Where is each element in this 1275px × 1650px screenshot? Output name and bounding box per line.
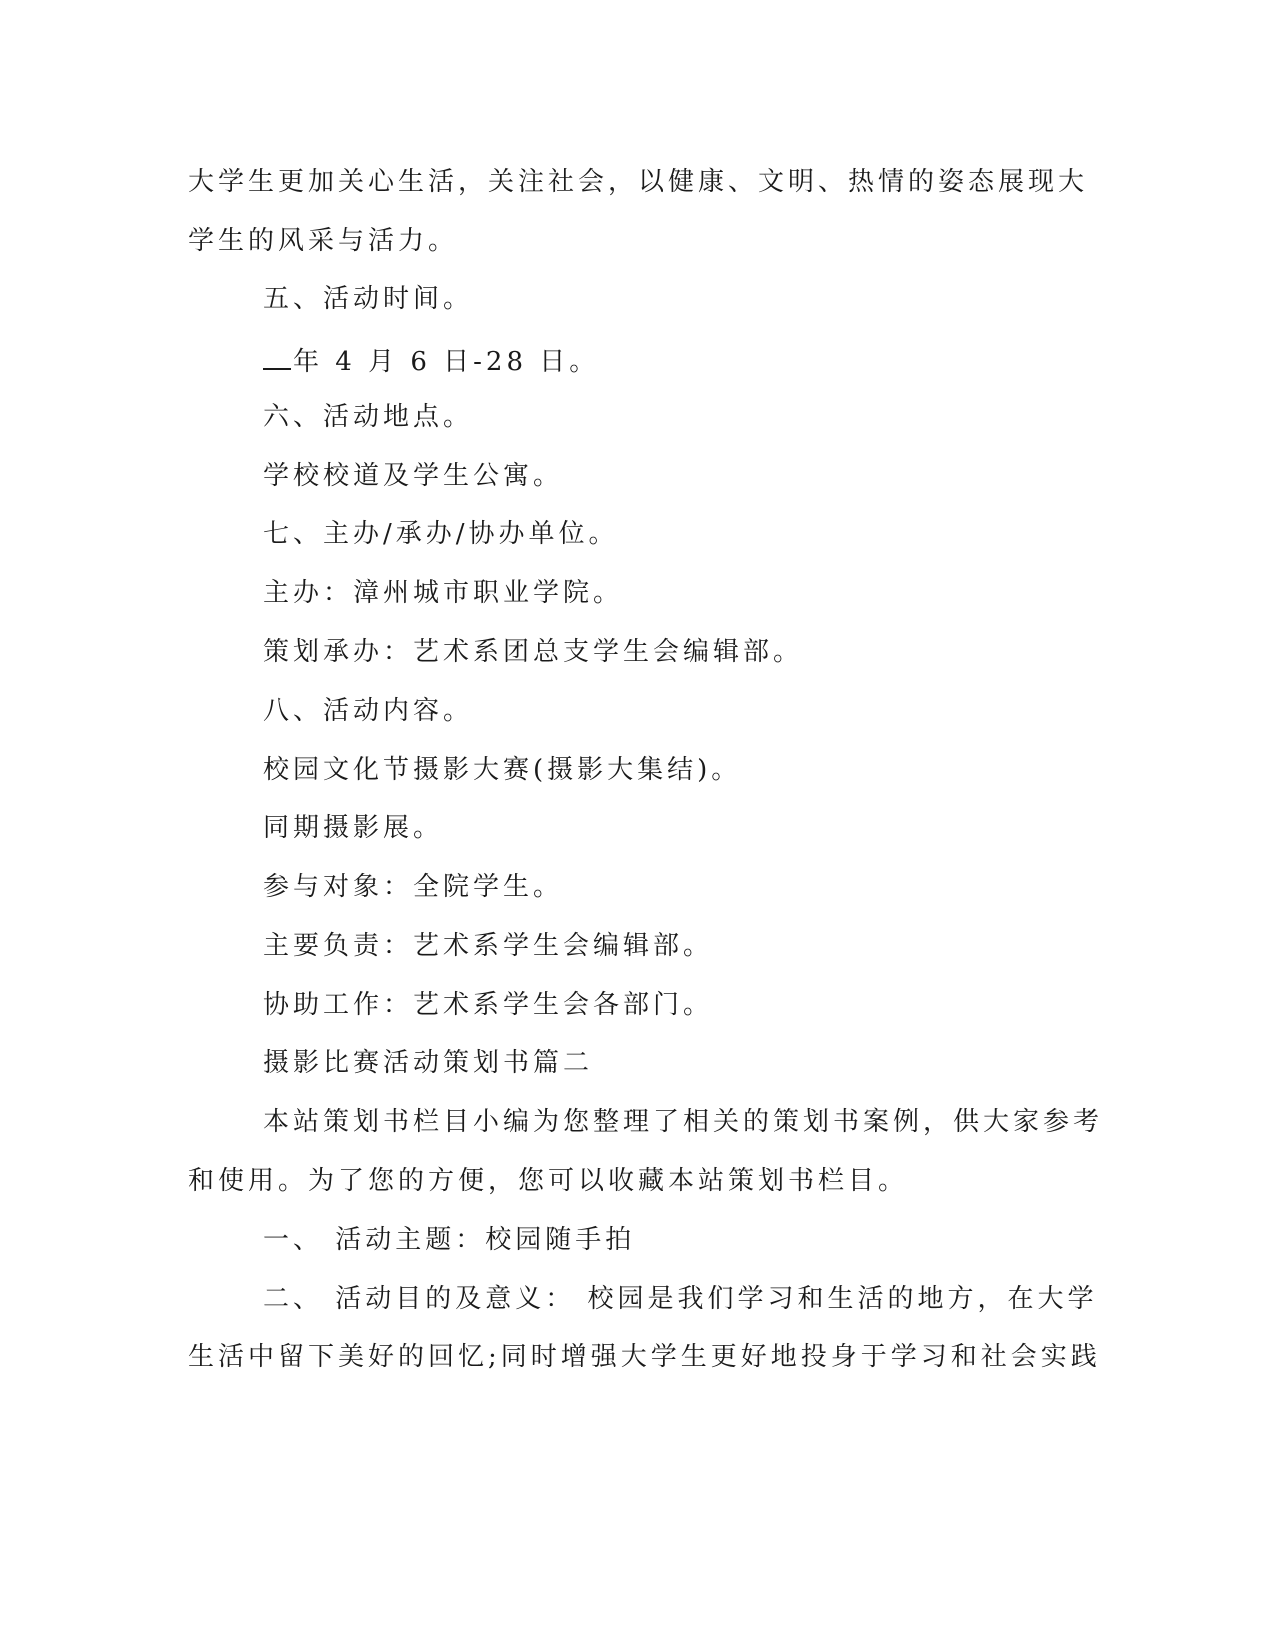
section-heading: 一、 活动主题：校园随手拍 <box>263 1225 636 1255</box>
paragraph-line: 同期摄影展。 <box>263 813 444 843</box>
section-heading: 二、 活动目的及意义： 校园是我们学习和生活的地方，在大学 <box>263 1284 1098 1314</box>
paragraph-line: 学生的风采与活力。 <box>188 226 459 256</box>
paragraph-line: 策划承办：艺术系团总支学生会编辑部。 <box>263 637 804 667</box>
section-heading: 六、活动地点。 <box>263 402 474 432</box>
paragraph-line: 学校校道及学生公寓。 <box>263 461 564 491</box>
paragraph-line: 和使用。为了您的方便，您可以收藏本站策划书栏目。 <box>188 1166 909 1196</box>
paragraph-line: 协助工作：艺术系学生会各部门。 <box>263 990 714 1020</box>
chapter-title: 摄影比赛活动策划书篇二 <box>263 1048 594 1078</box>
date-text: 年 4 月 6 日-28 日。 <box>293 347 600 377</box>
paragraph-line-date <box>263 340 599 380</box>
fill-in-blank <box>263 340 291 370</box>
paragraph-line: 校园文化节摄影大赛(摄影大集结)。 <box>263 755 742 785</box>
section-heading: 八、活动内容。 <box>263 696 474 726</box>
paragraph-line: 生活中留下美好的回忆;同时增强大学生更好地投身于学习和社会实践 <box>188 1342 1101 1372</box>
paragraph-line: 大学生更加关心生活，关注社会，以健康、文明、热情的姿态展现大 <box>188 167 1089 197</box>
paragraph-line: 主办：漳州城市职业学院。 <box>263 578 624 608</box>
section-heading: 七、主办/承办/协办单位。 <box>263 519 619 549</box>
paragraph-line: 本站策划书栏目小编为您整理了相关的策划书案例，供大家参考 <box>263 1107 1104 1137</box>
paragraph-line: 主要负责：艺术系学生会编辑部。 <box>263 931 714 961</box>
section-heading: 五、活动时间。 <box>263 284 474 314</box>
paragraph-line: 参与对象：全院学生。 <box>263 872 564 902</box>
